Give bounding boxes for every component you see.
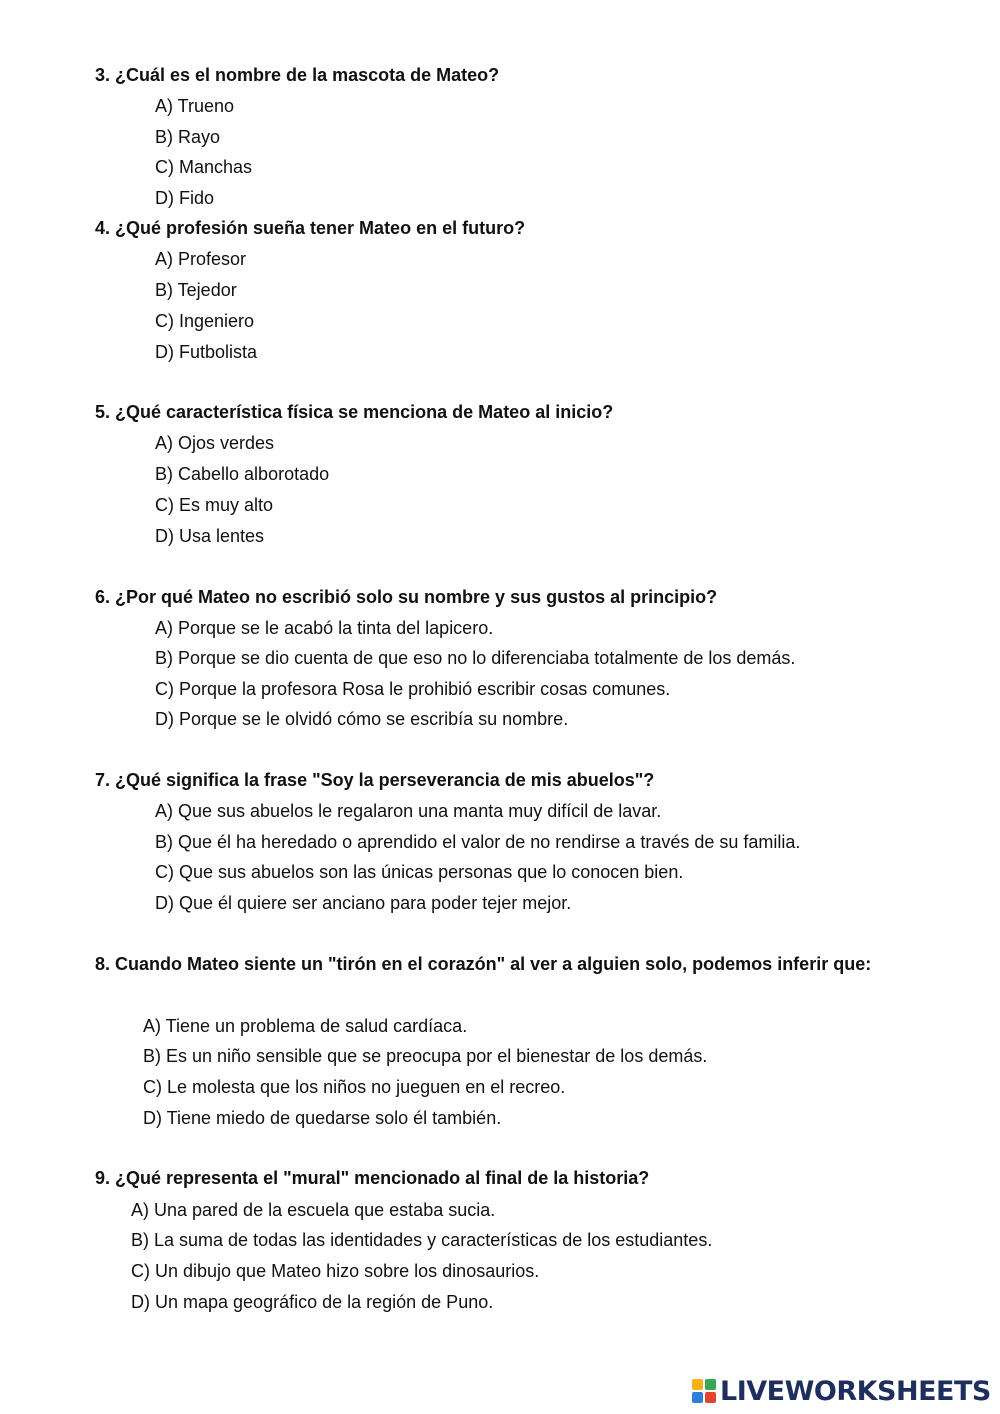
liveworksheets-logo: [692, 1374, 991, 1408]
question-4: 4. ¿Qué profesión sueña tener Mateo en el futuro?: [95, 218, 526, 238]
q7-option-d: D) Que él quiere ser anciano para poder tejer mejor.: [155, 893, 572, 913]
q4-option-c: C) Ingeniero: [155, 311, 255, 331]
q9-option-b: B) La suma de todas las identidades y características de los estudiantes.: [131, 1230, 713, 1250]
q8-option-c: C) Le molesta que los niños no jueguen en el recreo.: [143, 1077, 566, 1097]
q8-option-d: D) Tiene miedo de quedarse solo él también.: [143, 1108, 502, 1128]
q7-option-c: C) Que sus abuelos son las únicas personas que lo conocen bien.: [155, 862, 684, 882]
question-9: 9. ¿Qué representa el "mural" mencionado al final de la historia?: [95, 1168, 650, 1188]
logo-square: [705, 1379, 716, 1390]
question-6: 6. ¿Por qué Mateo no escribió solo su nombre y sus gustos al principio?: [95, 587, 718, 607]
q9-option-c: C) Un dibujo que Mateo hizo sobre los dinosaurios.: [131, 1261, 540, 1281]
q4-option-d: D) Futbolista: [155, 342, 258, 362]
q6-option-c: C) Porque la profesora Rosa le prohibió escribir cosas comunes.: [155, 679, 671, 699]
q3-option-d: D) Fido: [155, 188, 215, 208]
q6-option-a: A) Porque se le acabó la tinta del lapicero.: [155, 618, 494, 638]
q5-option-b: B) Cabello alborotado: [155, 464, 330, 484]
q7-option-a: A) Que sus abuelos le regalaron una manta muy difícil de lavar.: [155, 801, 662, 821]
q6-option-d: D) Porque se le olvidó cómo se escribía su nombre.: [155, 709, 569, 729]
question-7: 7. ¿Qué significa la frase "Soy la perseverancia de mis abuelos"?: [95, 770, 655, 790]
logo-square: [705, 1392, 716, 1403]
logo-square: [692, 1379, 703, 1390]
logo-text: LIVEWORKSHEETS: [720, 1375, 991, 1407]
q3-option-b: B) Rayo: [155, 127, 221, 147]
q7-option-b: B) Que él ha heredado o aprendido el valor de no rendirse a través de su familia.: [155, 832, 801, 852]
q3-option-a: A) Trueno: [155, 96, 235, 116]
liveworksheets-mark-icon: [692, 1379, 716, 1403]
q9-option-d: D) Un mapa geográfico de la región de Puno.: [131, 1292, 494, 1312]
logo-square: [692, 1392, 703, 1403]
q8-option-a: A) Tiene un problema de salud cardíaca.: [143, 1016, 468, 1036]
q5-option-d: D) Usa lentes: [155, 526, 265, 546]
q8-option-b: B) Es un niño sensible que se preocupa por el bienestar de los demás.: [143, 1046, 708, 1066]
q5-option-c: C) Es muy alto: [155, 495, 274, 515]
q5-option-a: A) Ojos verdes: [155, 433, 275, 453]
question-5: 5. ¿Qué característica física se menciona de Mateo al inicio?: [95, 402, 614, 422]
q9-option-a: A) Una pared de la escuela que estaba sucia.: [131, 1200, 496, 1220]
q3-option-c: C) Manchas: [155, 157, 253, 177]
question-3: 3. ¿Cuál es el nombre de la mascota de Mateo?: [95, 65, 500, 85]
q4-option-a: A) Profesor: [155, 249, 247, 269]
question-8: 8. Cuando Mateo siente un "tirón en el corazón" al ver a alguien solo, podemos inferir que:: [95, 954, 872, 974]
q6-option-b: B) Porque se dio cuenta de que eso no lo diferenciaba totalmente de los demás.: [155, 648, 796, 668]
q4-option-b: B) Tejedor: [155, 280, 237, 300]
